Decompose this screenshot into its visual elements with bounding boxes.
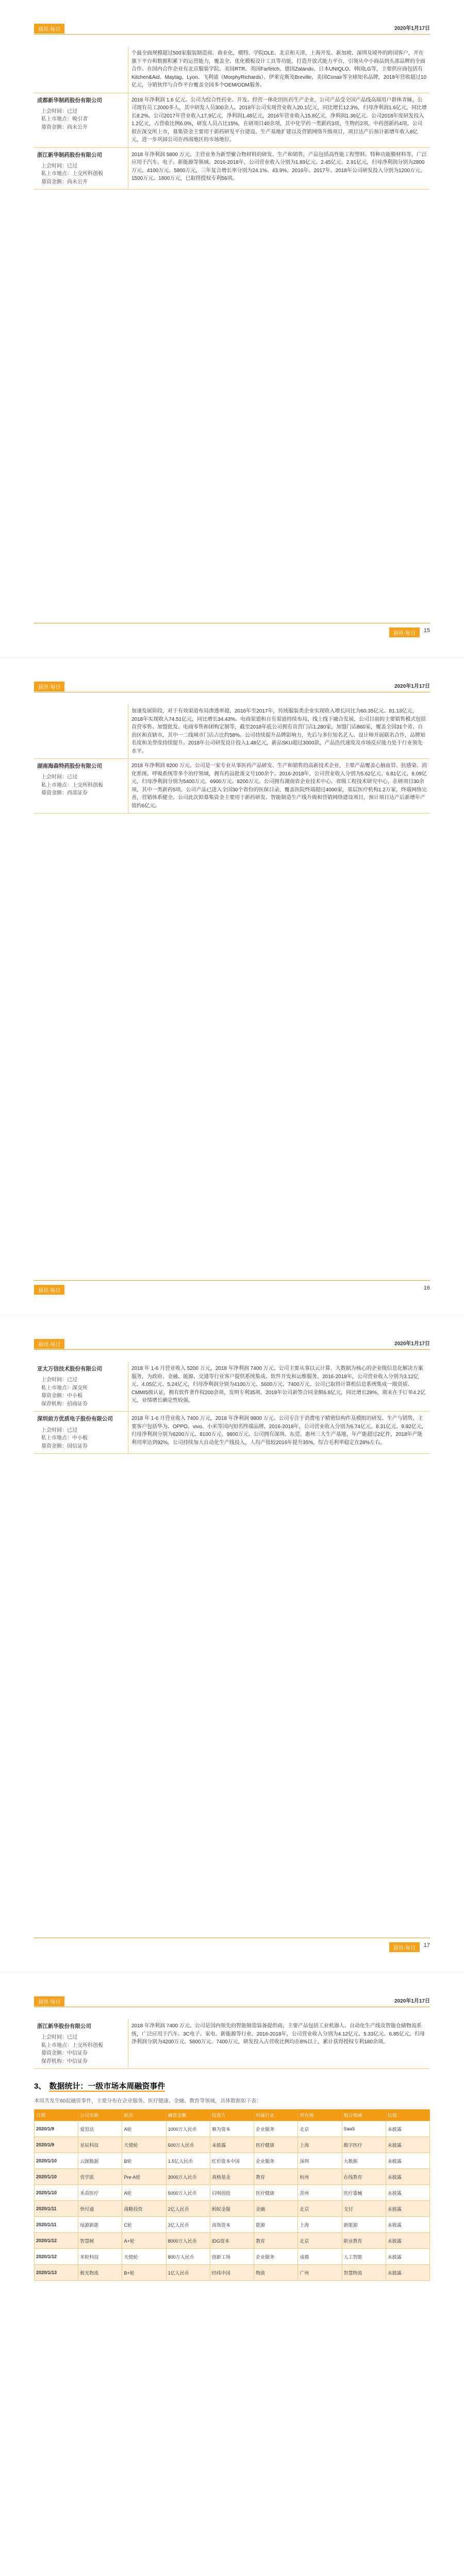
table-cell: 2020/1/9 — [35, 2121, 78, 2137]
company-name: 成都新华制药股份有限公司 — [37, 97, 102, 104]
table-cell: 2020/1/10 — [35, 2185, 78, 2201]
table-cell: 2020/1/12 — [35, 2249, 78, 2265]
meta-line: 私上市地点：中小板 — [41, 1435, 88, 1442]
ipo-report-table — [34, 2019, 430, 2069]
financing-deals-table — [34, 2109, 430, 2281]
table-cell: 顺为资本 — [210, 2121, 254, 2137]
table-cell: 3000万人民币 — [166, 2169, 210, 2185]
table-cell: 北京 — [298, 2201, 342, 2217]
table-cell: 快付通 — [78, 2201, 122, 2217]
table-cell: 高瓴资本 — [210, 2217, 254, 2233]
table-cell: 未披露 — [386, 2265, 429, 2281]
table-cell: 2亿人民币 — [166, 2201, 210, 2217]
header-tag: 晨讯·每日 — [34, 1339, 64, 1349]
meta-line: 私上市地点：上交所科创板 — [41, 782, 103, 788]
table-cell: 极光物流 — [78, 2265, 122, 2281]
table-row — [35, 2265, 430, 2281]
table-cell: 绿源新能 — [78, 2217, 122, 2233]
table-cell: 2020/1/11 — [35, 2217, 78, 2233]
table-cell: 经纬中国 — [210, 2265, 254, 2281]
table-cell: 数字医疗 — [342, 2137, 386, 2153]
table-row — [35, 2217, 430, 2233]
table-cell: 企业服务 — [254, 2153, 298, 2169]
company-name: 浙江新华制药股份有限公司 — [37, 151, 102, 158]
table-cell: 金融 — [254, 2201, 298, 2217]
table-cell: 支付 — [342, 2201, 386, 2217]
table-cell: 教育 — [254, 2169, 298, 2185]
table-cell: 1亿人民币 — [166, 2265, 210, 2281]
page-header — [34, 1336, 430, 1350]
table-cell: 5000万人民币 — [166, 2185, 210, 2201]
table-cell: 企业服务 — [254, 2249, 298, 2265]
report-text: 2018 年净利润 8200 万元。公司是一家专业从事医药产品研发、生产和销售的高新技术企业，主要产品覆盖心脑血管、抗感染、消化系统、呼吸系统等多个治疗领域，拥有药品批准文号100余个。2016-2018年，公司营业收入分别为5.62亿元、6.81亿元、8.09亿元，归母净利润分别为5400万元、6900万元、8200万元。公司拥有湖南省企业技术中心、省级工程技术研究中心，在研项目30余项，其中一类新药5项。公司产品已进入全国30个省份的医保目录，覆盖医院终端超过4000家，基层医疗机构1.2万家，终端网络完善，营销体系健全。公司此次拟募集资金主要用于新药研发、智能制造生产线升级和营销网络建设项目，预计项目达产后新增年产值约6亿元。 — [128, 759, 430, 814]
table-cell: C轮 — [122, 2217, 166, 2233]
table-cell: 8000万人民币 — [166, 2233, 210, 2249]
table-cell: 北京 — [298, 2233, 342, 2249]
table-cell: 2020/1/11 — [35, 2201, 78, 2217]
table-cell: 禾苗医疗 — [78, 2185, 122, 2201]
page-footer — [34, 623, 430, 637]
meta-line: 募资金额：西部证券 — [41, 790, 88, 796]
page-1 — [0, 0, 464, 657]
footer-tag: 晨讯·每日 — [34, 1285, 64, 1295]
company-cell — [34, 704, 128, 759]
table-cell: 未披露 — [386, 2249, 429, 2265]
page-number: 15 — [423, 628, 430, 634]
table-cell: 未披露 — [386, 2217, 429, 2233]
table-cell: 2020/1/12 — [35, 2233, 78, 2249]
footer-tag: 晨讯·每日 — [389, 628, 420, 637]
table-cell: 成都 — [298, 2249, 342, 2265]
table-cell: 2020/1/10 — [35, 2169, 78, 2185]
table-cell: 智慧物流 — [342, 2265, 386, 2281]
table-cell: 未披露 — [386, 2185, 429, 2201]
table-cell: 战略投资 — [122, 2201, 166, 2217]
column-header: 所属行业 — [254, 2110, 298, 2121]
report-text: 2018 年净利润 5800 万元。主营业务为新型聚合物材料的研发、生产和销售，产品包括高性能工程塑料、特种功能膜材料等，广泛应用于汽车、电子、新能源等领域。2016-2018年，公司营业收入分别为1.89亿元、2.45亿元、2.91亿元，归母净利润分别为2800万元、4100万元、5800万元，三年复合增长率分别为24.1%、43.9%。2016年、2017年、2018年公司研发投入分别为1200万元、1500万元、1800万元，已取得授权专利56项。 — [128, 147, 430, 190]
table-cell: 米粒科技 — [78, 2249, 122, 2265]
header-date: 2020年1月17日 — [394, 1341, 430, 1347]
table-cell: 大数据 — [342, 2153, 386, 2169]
report-text: 2018 年净利润 7400 万元。公司是国内领先的智能制造装备提供商，主要产品包括工业机器人、自动化生产线及智能仓储物流系统，广泛应用于汽车、3C电子、家电、新能源等行业。2016-2018年，公司营业收入分别为4.12亿元、5.33亿元、6.85亿元，归母净利润分别为4200万元、5800万元、7400万元，研发投入占营收比例均在8%以上，累计获得授权专利180余项。 — [128, 2019, 430, 2069]
table-cell: 创新工场 — [210, 2249, 254, 2265]
report-text: 2018 年 1-6 月营业收入 5200 万元，2018 年净利润 7400 万元。公司主要从事以云计算、大数据为核心的企业级信息化解决方案服务，为政府、金融、能源、交通等行业客户提供系统集成、软件开发和运维服务。2016-2018年，公司营业收入分别为3.12亿元、4.05亿元、5.24亿元，归母净利润分别为4100万元、5600万元、7400万元。公司已取得计算机信息系统集成一级资质、CMMI5级认证，拥有软件著作权200余项，发明专利35项。2018年公司新签合同金额6.8亿元，同比增长28%，期末在手订单4.2亿元，业绩增长确定性较强。 — [128, 1362, 430, 1412]
table-cell: 杭州 — [298, 2169, 342, 2185]
meta-line: 保荐机构：招商证券 — [41, 1401, 88, 1407]
table-cell: 未披露 — [386, 2201, 429, 2217]
table-cell: 新能源 — [342, 2217, 386, 2233]
meta-line: 上会时间：已过 — [41, 1427, 77, 1433]
company-cell — [34, 2019, 128, 2069]
page-number: 16 — [423, 1285, 430, 1291]
meta-line: 上会时间：已过 — [41, 2035, 77, 2041]
table-cell: 医疗器械 — [342, 2185, 386, 2201]
column-header: 轮次 — [122, 2110, 166, 2121]
report-text: 2018 年 1-6 月营业收入 7400 万元，2018 年净利润 9800 万元。公司专注于消费电子精密结构件及模组的研发、生产与销售，主要客户包括华为、OPPO、vivo、小米等国内知名终端品牌。2016-2018年，公司营业收入分别为6.74亿元、8.31亿元、9.92亿元，归母净利润分别为6200万元、8100万元、9800万元。公司拥有深圳、东莞、惠州三大生产基地，年产能超过2亿件，2018年产能利用率达到92%。公司持续加大自动化生产线投入，人均产值较2016年提升35%，综合毛利率稳定在28%左右。 — [128, 1412, 430, 1454]
table-cell: 医疗健康 — [254, 2137, 298, 2153]
company-name: 深圳前方优质电子股份有限公司 — [37, 1416, 113, 1422]
table-cell: 2020/1/10 — [35, 2153, 78, 2169]
ipo-report-table — [34, 704, 430, 814]
table-cell: 上海 — [298, 2137, 342, 2153]
table-cell: 500万人民币 — [166, 2137, 210, 2153]
meta-line: 上会时间：已过 — [41, 1377, 77, 1383]
table-cell: 蚂蚁金服 — [210, 2201, 254, 2217]
page-3 — [0, 1315, 464, 1972]
page-header — [34, 21, 430, 35]
meta-line: 募资金额：中信证券 — [41, 2050, 88, 2057]
table-cell: 爱思达 — [78, 2121, 122, 2137]
table-cell: A轮 — [122, 2185, 166, 2201]
header-date: 2020年1月17日 — [394, 26, 430, 31]
section-number: 3、 — [34, 2082, 46, 2091]
header-date: 2020年1月17日 — [394, 1998, 430, 2004]
report-row — [34, 1362, 430, 1412]
table-cell: 未披露 — [210, 2137, 254, 2153]
report-row — [34, 759, 430, 814]
table-cell: B+轮 — [122, 2265, 166, 2281]
table-cell: 深圳 — [298, 2153, 342, 2169]
table-cell: 未披露 — [386, 2169, 429, 2185]
table-cell: 2020/1/13 — [35, 2265, 78, 2281]
column-header: 估值 — [386, 2110, 429, 2121]
table-cell: 星辰科技 — [78, 2137, 122, 2153]
page-4 — [0, 1972, 464, 2576]
header-tag: 晨讯·每日 — [34, 24, 64, 33]
column-header: 公司名称 — [78, 2110, 122, 2121]
table-row — [35, 2169, 430, 2185]
table-cell: 1.5亿人民币 — [166, 2153, 210, 2169]
meta-line: 私上市地点：深交所 — [41, 1385, 88, 1391]
report-row — [34, 147, 430, 190]
table-cell: B轮 — [122, 2153, 166, 2169]
meta-line: 私上市地点：吸引者 — [41, 116, 88, 123]
table-cell: 天使轮 — [122, 2137, 166, 2153]
report-row — [34, 704, 430, 759]
table-row — [35, 2153, 430, 2169]
company-name: 湖南海森特药股份有限公司 — [37, 763, 102, 769]
meta-line: 募资金额：中小板 — [41, 1393, 82, 1399]
table-cell: 真格基金 — [210, 2169, 254, 2185]
header-date: 2020年1月17日 — [394, 684, 430, 689]
table-cell: 3亿人民币 — [166, 2217, 210, 2233]
table-cell: 云图数据 — [78, 2153, 122, 2169]
company-cell — [34, 147, 128, 190]
meta-line: 上会时间：已过 — [41, 108, 77, 114]
table-row — [35, 2185, 430, 2201]
section-heading — [34, 2080, 430, 2091]
table-cell: 人工智能 — [342, 2249, 386, 2265]
meta-line: 募资金额：国信证券 — [41, 1443, 88, 1449]
section-title: 数据统计：一级市场本周融资事件 — [49, 2082, 165, 2091]
table-row — [35, 2249, 430, 2265]
meta-line: 募资金额：尚未公开 — [41, 179, 88, 185]
table-cell: 未披露 — [386, 2153, 429, 2169]
header-tag: 晨讯·每日 — [34, 682, 64, 691]
table-cell: A轮 — [122, 2121, 166, 2137]
company-name: 亚太万信技术股份有限公司 — [37, 1366, 102, 1372]
table-cell: 物流 — [254, 2265, 298, 2281]
footer-tag: 晨讯·每日 — [389, 1942, 420, 1952]
page-number: 17 — [423, 1942, 430, 1948]
column-header: 投资方 — [210, 2110, 254, 2121]
table-cell: 职业教育 — [342, 2233, 386, 2249]
table-row — [35, 2137, 430, 2153]
table-cell: IDG资本 — [210, 2233, 254, 2249]
table-cell: 上海 — [298, 2217, 342, 2233]
table-cell: 启明创投 — [210, 2185, 254, 2201]
table-cell: 未披露 — [386, 2137, 429, 2153]
table-cell: 在线教育 — [342, 2169, 386, 2185]
report-text: 2018 年净利润 1.6 亿元。公司为综合性药业、开发、经营一体化的医药生产企业，公司产品受全国产品线高端用户群体青睐，公司现有员工2000多人，其中研发人员300余人。2018年公司实现营业收入20.1亿元，同比增长12.3%，归母净利润1.6亿元，同比增长8.2%。公司2017年营业收入17.9亿元，净利润1.48亿元，2016年营业收入15.8亿元，净利润1.36亿元。公司2018年度研发投入1.2亿元，占营收比例6.0%，研发人员占比15%，在研项目40余项，其中化学药一类新药3项，生物药2项，中药创新药4项。公司拟在深交所上市，募集资金主要用于新药研发平台建设、生产基地扩建以及营销网络升级项目，项目达产后预计新增年收入8亿元，进一步巩固公司在西南地区的市场地位。 — [128, 93, 430, 147]
table-cell: 2020/1/9 — [35, 2137, 78, 2153]
table-row — [35, 2233, 430, 2249]
table-cell: 天使轮 — [122, 2249, 166, 2265]
table-cell: 未披露 — [386, 2233, 429, 2249]
table-row — [35, 2121, 430, 2137]
table-cell: 广州 — [298, 2265, 342, 2281]
meta-line: 上会时间：已过 — [41, 163, 77, 169]
report-text: 加速发展阶段，对于有效渠道布局渗透率超，2016年至2017年，传统服装类企业实现收入增长同比为60.35亿元、81.13亿元，2018年实现收入74.51亿元，同比增长34.43%。电商渠道和自有渠道持续布局，线上线下融合发展，公司目前的主要销售模式包括直营零售、加盟批发、电商零售和团购定制等，截至2018年底公司拥有直营门店1,280家，加盟门店860家，覆盖全国31个省、自治区和直辖市，其中一二线城市门店占比约58%。公司持续提升品牌影响力，先后与多位知名艺人、设计师开展联名合作，品牌知名度和美誉度持续提升。2018年公司研发设计投入1.48亿元，新品SKU超过3000款，产品迭代速度及市场反应能力处于行业领先水平。 — [128, 704, 430, 759]
company-cell — [34, 759, 128, 814]
table-cell: SaaS — [342, 2121, 386, 2137]
report-row — [34, 2019, 430, 2069]
table-cell: 企业服务 — [254, 2121, 298, 2137]
report-row — [34, 1412, 430, 1454]
company-cell — [34, 1362, 128, 1412]
meta-line: 私上市地点：上交所科创板 — [41, 2042, 103, 2048]
page-header — [34, 679, 430, 692]
page-2 — [0, 657, 464, 1315]
report-text: 个最全面规模超过500家服装制造商、商业化，模特、学院OLE、北京和天津，上海开发、新加坡、深圳及境外的跨国客户，并在旗下平台和数据积累下的运营能力，覆盖全、优化模板设计工具等功能，打造开放式能力平台，引领从中小商品到头部品牌的全面合作。在国内合作企业有北京服装学院、美国RTR、英国Farfetch、德国Zalando、日本UNIQLO、韩国LG等，主要供应商包括有Kitchen&Aid、Maytag、Lyon、飞利浦（MorphyRichards）、伊莱克斯及Breville、美国Conair等全球知名品牌，2018年营收超过10亿元，分销伙伴与合作平台覆盖全国多个OEM/ODM服务。 — [128, 46, 430, 93]
column-header: 所在地 — [298, 2110, 342, 2121]
table-cell: 北京 — [298, 2121, 342, 2137]
company-cell — [34, 46, 128, 93]
page-footer — [34, 1938, 430, 1952]
table-row — [35, 2201, 430, 2217]
table-cell: 红杉资本中国 — [210, 2153, 254, 2169]
ipo-report-table — [34, 46, 430, 190]
table-cell: 医疗健康 — [254, 2185, 298, 2201]
page-footer — [34, 1280, 430, 1294]
report-row — [34, 46, 430, 93]
table-cell: 1000万人民币 — [166, 2121, 210, 2137]
section-intro: 本周共发生60起融资事件，主要分布在企业服务、医疗健康、金融、教育等领域，具体数据如下表： — [34, 2098, 262, 2105]
table-cell: 800万人民币 — [166, 2249, 210, 2265]
report-row — [34, 93, 430, 147]
table-cell: Pre-A轮 — [122, 2169, 166, 2185]
table-cell: 智慧树 — [78, 2233, 122, 2249]
ipo-report-table — [34, 1362, 430, 1454]
table-cell: 能源 — [254, 2217, 298, 2233]
column-header: 融资金额 — [166, 2110, 210, 2121]
column-header: 日期 — [35, 2110, 78, 2121]
page-header — [34, 1993, 430, 2007]
header-tag: 晨讯·每日 — [34, 1996, 64, 2006]
meta-line: 上会时间：已过 — [41, 774, 77, 781]
table-cell: 优学派 — [78, 2169, 122, 2185]
table-cell: A+轮 — [122, 2233, 166, 2249]
meta-line: 保荐机构：中信证券 — [41, 2058, 88, 2064]
company-cell — [34, 93, 128, 147]
meta-line: 私上市地点：上交所科创板 — [41, 171, 103, 177]
company-cell — [34, 1412, 128, 1454]
table-cell: 苏州 — [298, 2185, 342, 2201]
company-name: 浙江新华股份有限公司 — [37, 2023, 91, 2029]
column-header: 细分领域 — [342, 2110, 386, 2121]
table-cell: 未披露 — [386, 2121, 429, 2137]
table-cell: 教育 — [254, 2233, 298, 2249]
meta-line: 募资金额：尚未公开 — [41, 124, 88, 130]
